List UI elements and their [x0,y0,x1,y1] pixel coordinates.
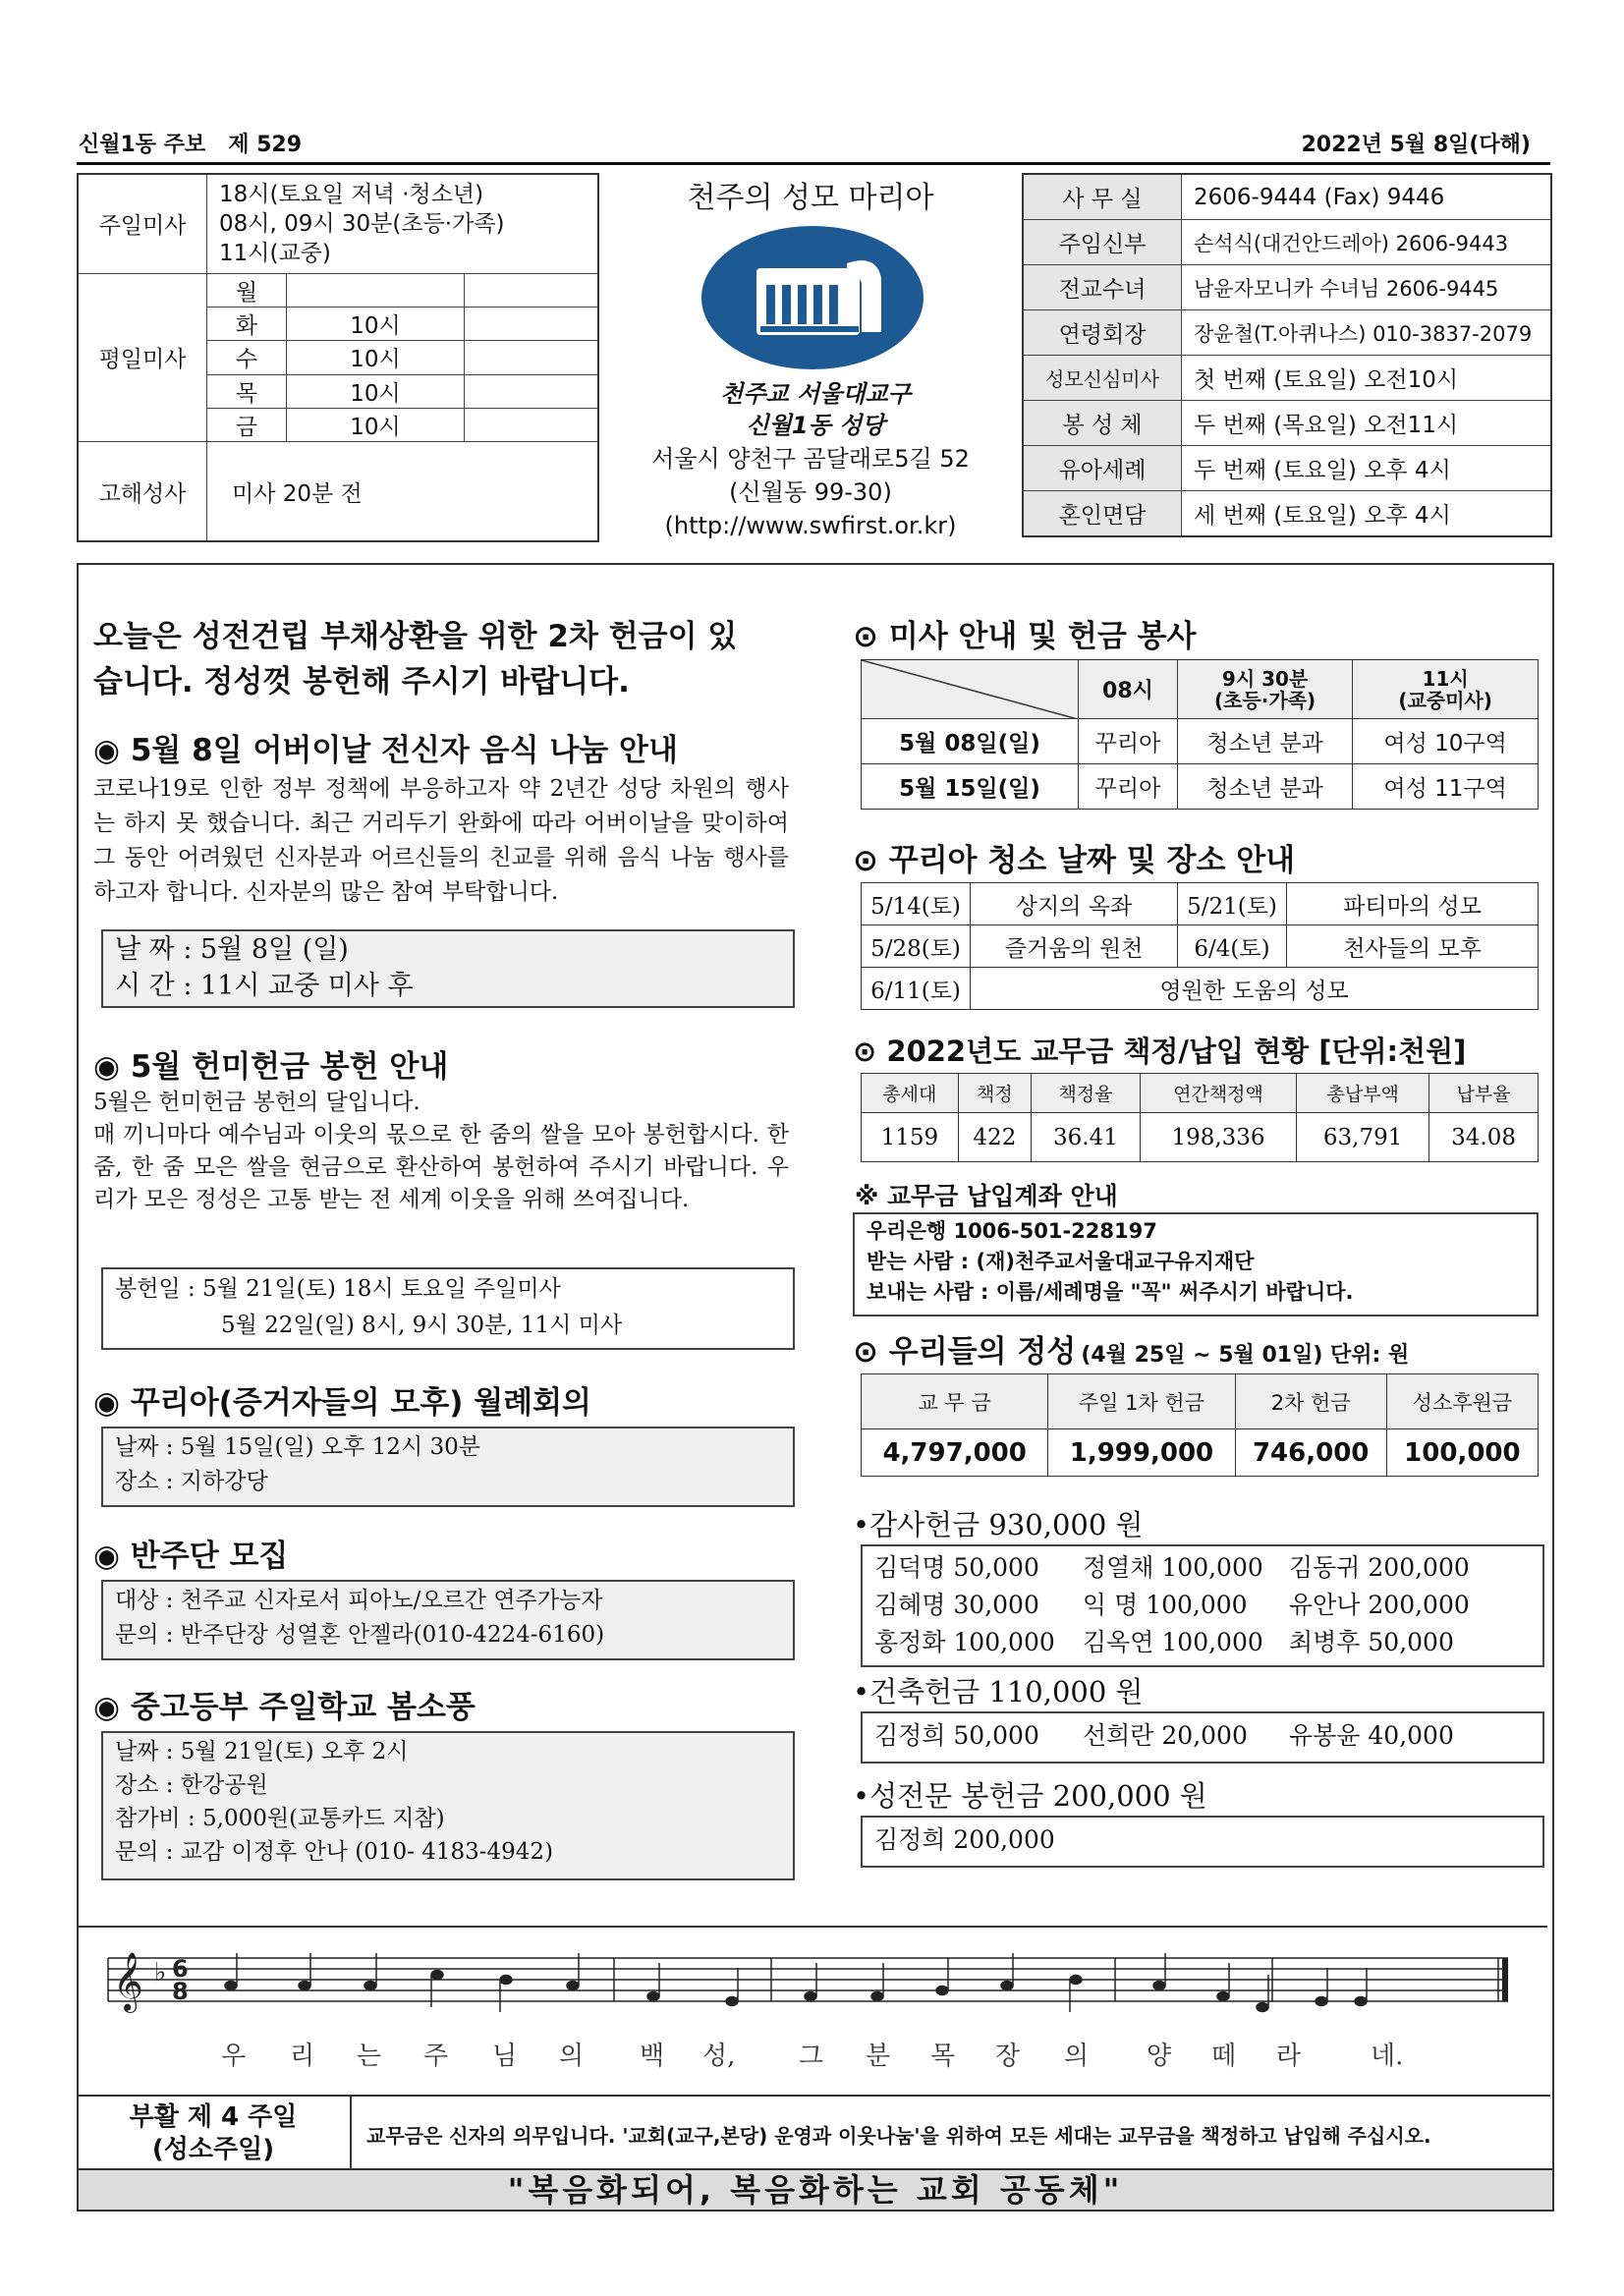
lyric-syllable: 백 [640,2042,665,2071]
parish-logo [700,224,925,371]
table-cell: 422 [958,1113,1031,1162]
donor: 최병후 50,000 [1289,1628,1454,1656]
parents-day-body: 코로나19로 인한 정부 정책에 부응하고자 약 2년간 성당 차원의 행사는 하지 못 했습니다. 최근 거리두기 완화에 따라 어버이날을 맞이하여 그 동안 어려웠던 신자분과 어르신들의 친교를 위해 음식 나눔 행사를 하고자 합니다. 신자분의 많은 참여 부탁합니다. [93,776,789,905]
bulletin-date: 2022년 5월 8일(다해) [1301,133,1531,157]
info-value: 손석식(대건안드레아) 2606-9443 [1182,220,1552,265]
thanks-offering-list [861,1544,1544,1667]
section-title-curia-meeting: ◉ 꾸리아(증거자들의 모후) 월례회의 [93,1385,592,1421]
column-header: 08시 [1079,660,1178,719]
bulletin-number: 신월1동 주보 제 529 [79,133,303,157]
donor: 유봉윤 40,000 [1289,1721,1454,1750]
donor: 김덕명 50,000 [874,1553,1039,1582]
table-cell: 상지의 옥좌 [971,883,1178,925]
confession-value: 미사 20분 전 [207,442,599,541]
gate-offering-title: •성전문 봉헌금 200,000 원 [853,1779,1207,1813]
donor: 김정희 50,000 [874,1721,1039,1750]
table-cell: 5/14(토) [862,883,971,925]
svg-text:𝄞: 𝄞 [113,1952,143,2011]
account-line: 받는 사람 : (재)천주교서울대교구유지재단 [867,1250,1255,1273]
donor: 유안나 200,000 [1289,1591,1470,1619]
column-header: 2차 헌금 [1235,1374,1386,1429]
hymn-top-rule [79,1926,1547,1928]
lyric-syllable: 분 [866,2042,891,2071]
lyric-syllable: 우 [221,2042,247,2071]
sunday-time-2: 08시, 09시 30분(초등·가족) [219,210,505,237]
table-cell: 청소년 분과 [1177,719,1352,764]
detail-line: 문의 : 교감 이정후 안나 (010- 4183-4942) [115,1839,554,1865]
table-cell: 파티마의 성모 [1287,883,1539,925]
info-value: 장윤철(T.아퀴나스) 010-3837-2079 [1182,310,1552,356]
lyric-syllable: 네. [1371,2042,1404,2071]
weekday-mass-label: 평일미사 [78,273,207,442]
donor: 정열채 100,000 [1083,1553,1263,1582]
lyric-syllable: 는 [357,2042,382,2071]
offerings-heading [853,1326,1409,1371]
thanks-offering-title: •감사헌금 930,000 원 [853,1508,1144,1541]
donor: 선희란 20,000 [1083,1721,1248,1750]
weekday-time: 10시 [287,374,465,408]
section-title-rice-offering: ◉ 5월 헌미헌금 봉헌 안내 [93,1049,449,1085]
detail-line: 날짜 : 5월 21일(토) 오후 2시 [115,1739,409,1764]
table-cell: 34.08 [1429,1113,1539,1162]
info-key: 주임신부 [1023,220,1182,265]
detail-line: 대상 : 천주교 신자로서 피아노/오르간 연주가능자 [115,1588,603,1613]
week-line1: 부활 제 4 주일 [129,2102,298,2132]
dues-note: 교무금은 신자의 의무입니다. '교회(교구,본당) 운영과 이웃나눔'을 위하여 모든 세대는 교무금을 책정하고 납입해 주십시오. [366,2124,1431,2148]
lyric-syllable: 리 [290,2042,315,2071]
info-value: 2606-9444 (Fax) 9446 [1182,174,1552,220]
info-value: 첫 번째 (토요일) 오전10시 [1182,356,1552,401]
table-cell: 5/21(토) [1178,883,1287,925]
weekday-day: 수 [207,341,287,374]
table-cell: 천사들의 모후 [1287,925,1539,968]
info-key: 전교수녀 [1023,265,1182,310]
lyric-syllable: 그 [799,2042,824,2071]
table-cell: 꾸리아 [1079,764,1178,810]
table-cell: 100,000 [1386,1429,1538,1477]
curia-meeting-details [101,1427,795,1507]
row-date: 5월 08일(일) [862,719,1079,764]
table-cell: 746,000 [1235,1429,1386,1477]
info-key: 봉 성 체 [1023,401,1182,446]
parish-slogan: "복음화되어, 복음화하는 교회 공동체" [77,2168,1554,2212]
lyric-syllable: 의 [559,2042,585,2071]
detail-line: 문의 : 반주단장 성열혼 안젤라(010-4224-6160) [115,1622,605,1648]
donor: 김동귀 200,000 [1289,1553,1470,1582]
sunday-mass-times [207,174,599,273]
offering-notice: 오늘은 성전건립 부채상환을 위한 2차 헌금이 있습니다. 정성껏 봉헌해 주시기 바랍니다. [93,619,738,700]
music-staff [93,1933,1528,2032]
lyric-syllable: 떼 [1211,2042,1237,2071]
info-key: 혼인면담 [1023,491,1182,537]
column-header: 성소후원금 [1386,1374,1538,1429]
donor: 익 명 100,000 [1083,1591,1248,1619]
time-signature-bottom: 8 [172,1978,189,2005]
column-header: 총세대 [862,1074,959,1113]
column-header: 교 무 금 [862,1374,1048,1429]
info-value: 남윤자모니카 수녀님 2606-9445 [1182,265,1552,310]
table-cell: 36.41 [1032,1113,1141,1162]
weekday-day: 월 [207,273,287,307]
header-rule [77,162,1550,165]
section-title-curia-cleaning: ⊙ 꾸리아 청소 날짜 및 장소 안내 [853,843,1296,878]
picnic-details [101,1731,795,1880]
detail-line: 날짜 : 5월 15일(일) 오후 12시 30분 [115,1434,480,1460]
weekday-time: 10시 [287,409,465,442]
confession-label: 고해성사 [78,442,207,541]
table-cell: 1159 [862,1113,959,1162]
table-cell: 6/4(토) [1178,925,1287,968]
account-line: 우리은행 1006-501-228197 [867,1219,1157,1243]
week-line2: (성소주일) [151,2135,275,2164]
detail-line: 장소 : 한강공원 [115,1772,268,1798]
section-title-offerings: ⊙ 우리들의 정성 [853,1334,1077,1370]
hymn-notes [225,1953,1367,2012]
sunday-time-1: 18시(토요일 저녁 ·청소년) [219,181,484,207]
section-title-accompanist: ◉ 반주단 모집 [93,1539,289,1574]
lyric-syllable: 님 [492,2042,518,2071]
building-offering-list [861,1711,1544,1764]
table-cell: 여성 10구역 [1353,719,1539,764]
table-cell: 5/28(토) [862,925,971,968]
donor: 김혜명 30,000 [874,1591,1039,1619]
parish-patron-title: 천주의 성모 마리아 [687,181,934,215]
donor: 홍정화 100,000 [874,1628,1055,1656]
info-key: 연령회장 [1023,310,1182,356]
parish-logo-text [688,378,943,441]
column-header: 연간책정액 [1140,1074,1296,1113]
gate-offering-list [861,1816,1544,1868]
column-header: 납부율 [1429,1074,1539,1113]
info-value: 세 번째 (토요일) 오후 4시 [1182,491,1552,537]
sunday-mass-label: 주일미사 [78,174,207,273]
weekday-time: 10시 [287,341,465,374]
mass-schedule-table [77,173,599,542]
account-title: ※ 교무금 납입계좌 안내 [855,1182,1118,1210]
column-header: 책정 [958,1074,1031,1113]
table-cell: 63,791 [1297,1113,1429,1162]
detail-line: 5월 22일(일) 8시, 9시 30분, 11시 미사 [221,1313,623,1338]
table-cell: 청소년 분과 [1177,764,1352,810]
weekday-day: 금 [207,409,287,442]
section-title-dues-status: ⊙ 2022년도 교무금 책정/납입 현황 [단위:천원] [853,1035,1467,1068]
section-title-picnic: ◉ 중고등부 주일학교 봄소풍 [93,1690,476,1725]
diagonal-header-cell [862,660,1079,719]
lyric-syllable: 장 [995,2042,1021,2071]
hymn-lyrics [93,2036,1528,2075]
column-header: 11시 (교중미사) [1353,660,1539,719]
section-title-parents-day: ◉ 5월 8일 어버이날 전신자 음식 나눔 안내 [93,733,678,768]
weekday-day: 목 [207,374,287,408]
lyric-syllable: 의 [1064,2042,1090,2071]
lyric-syllable: 성, [702,2042,736,2071]
account-details [853,1212,1539,1316]
donor: 김옥연 100,000 [1083,1628,1263,1656]
time-signature-top: 6 [172,1955,189,1983]
table-cell: 4,797,000 [862,1429,1048,1477]
lyric-syllable: 주 [423,2042,449,2071]
dues-status-table [861,1073,1539,1162]
parents-day-details [101,929,795,1008]
info-value: 두 번째 (목요일) 오전11시 [1182,401,1552,446]
table-cell: 즐거움의 원천 [971,925,1178,968]
column-header: 총납부액 [1297,1074,1429,1113]
address-line1: 서울시 양천구 곰달래로5길 52 [651,445,970,473]
info-key: 사 무 실 [1023,174,1182,220]
detail-line: 장소 : 지하강당 [115,1469,268,1494]
weekday-time: 10시 [287,307,465,340]
svg-text:♭: ♭ [154,1958,167,1988]
section-title-mass-offering: ⊙ 미사 안내 및 헌금 봉사 [853,619,1197,654]
table-cell: 1,999,000 [1048,1429,1235,1477]
parish-url[interactable]: (http://www.swfirst.or.kr) [664,512,957,539]
lyric-syllable: 목 [930,2042,956,2071]
weekday-time [287,273,465,307]
column-header: 책정율 [1032,1074,1141,1113]
mass-offering-table [861,659,1539,810]
table-cell: 6/11(토) [862,968,971,1010]
table-cell: 198,336 [1140,1113,1296,1162]
detail-line: 봉헌일 : 5월 21일(토) 18시 토요일 주일미사 [115,1276,561,1302]
footer-bar [77,2095,1550,2170]
accompanist-details [101,1580,795,1660]
info-key: 성모신심미사 [1023,356,1182,401]
column-header: 주일 1차 헌금 [1048,1374,1235,1429]
lyric-syllable: 라 [1276,2042,1302,2071]
logo-text-line1: 천주교 서울대교구 [720,380,911,408]
lyric-syllable: 양 [1147,2042,1172,2071]
weekday-day: 화 [207,307,287,340]
detail-line: 참가비 : 5,000원(교통카드 지참) [115,1806,445,1831]
address-line2: (신월동 99-30) [729,478,892,506]
parish-address [609,442,1012,542]
offerings-table [861,1373,1539,1477]
logo-text-line2: 신월1동 성당 [746,412,885,439]
donor: 김정희 200,000 [874,1825,1055,1854]
parish-contact-table [1022,173,1552,537]
info-key: 유아세례 [1023,446,1182,491]
table-cell: 꾸리아 [1079,719,1178,764]
detail-line: 시 간 : 11시 교중 미사 후 [115,971,414,1001]
hymn-staff [93,1933,1528,2091]
sunday-time-3: 11시(교중) [219,240,331,266]
table-cell: 영원한 도움의 성모 [971,968,1539,1010]
curia-cleaning-table [861,882,1539,1010]
building-offering-title: •건축헌금 110,000 원 [853,1675,1144,1708]
account-line: 보내는 사람 : 이름/세례명을 "꼭" 써주시기 바랍니다. [867,1280,1354,1304]
detail-line: 날 짜 : 5월 8일 (일) [115,934,349,965]
offerings-period: (4월 25일 ~ 5월 01일) 단위: 원 [1081,1343,1410,1368]
rice-offering-body: 5월은 헌미헌금 봉헌의 달입니다. 매 끼니마다 예수님과 이웃의 몫으로 한 줌의 쌀을 모아 봉헌합시다. 한 줌, 한 줌 모은 쌀을 현금으로 환산하여 봉헌하여 주시기 바랍니다. 우리가 모은 정성은 고통 받는 전 세계 이웃을 위해 쓰여집니다. [93,1090,789,1212]
info-value: 두 번째 (토요일) 오후 4시 [1182,446,1552,491]
liturgical-week [77,2097,352,2170]
rice-offering-dates [101,1267,795,1350]
row-date: 5월 15일(일) [862,764,1079,810]
table-cell: 여성 11구역 [1353,764,1539,810]
column-header: 9시 30분 (초등·가족) [1177,660,1352,719]
